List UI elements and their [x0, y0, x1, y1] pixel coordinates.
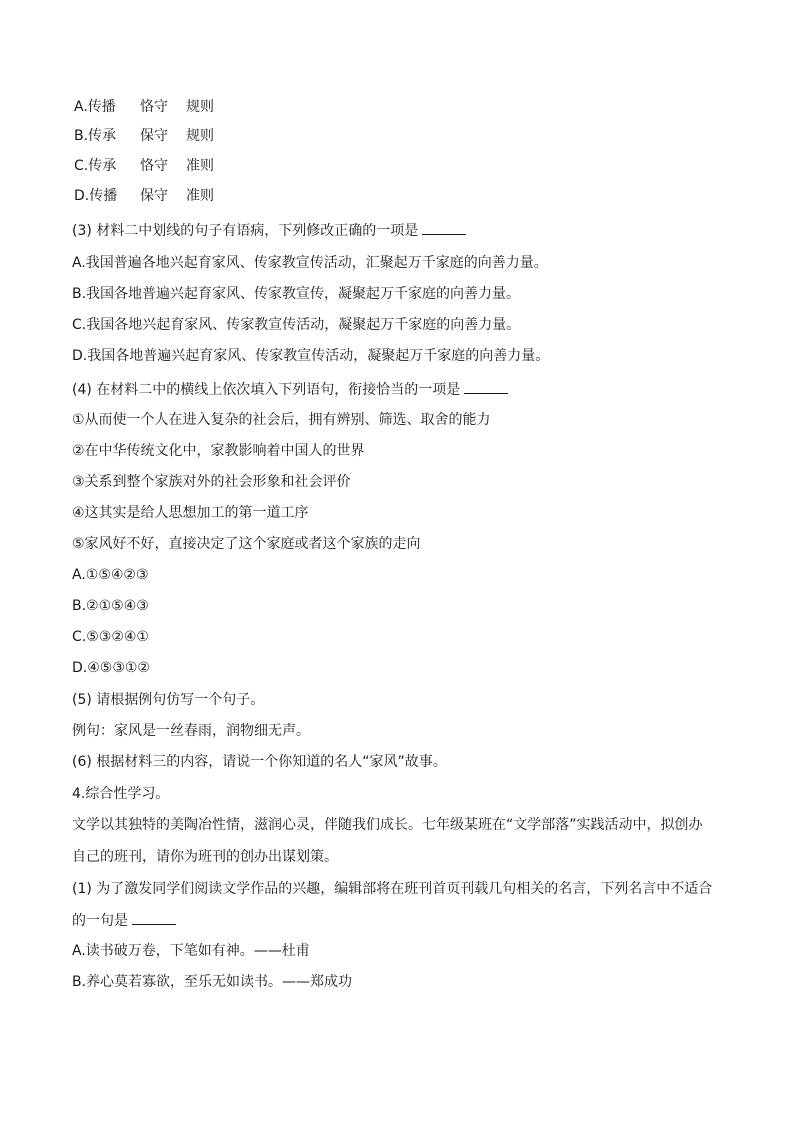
q4-sentence-1: ①从而使一个人在进入复杂的社会后，拥有辨别、筛选、取舍的能力: [72, 412, 491, 428]
q2-option-a-label: A.传播: [74, 99, 116, 115]
q4-sentence-4: ④这其实是给人思想加工的第一道工序: [72, 505, 309, 521]
q2-option-c-label: C.传承: [74, 158, 117, 174]
q4-sentence-5: ⑤家风好不好，直接决定了这个家庭或者这个家族的走向: [72, 536, 421, 552]
section4-intro-line1: 文学以其独特的美陶冶性情，滋润心灵，伴随我们成长。七年级某班在“文学部落”实践活动中，拟创办: [72, 817, 703, 833]
q2-option-d-word2: 保守: [140, 188, 168, 204]
section4-intro-line2: 自己的班刊，请你为班刊的创办出谋划策。: [72, 849, 338, 865]
q4-sentence-3: ③关系到整个家族对外的社会形象和社会评价: [72, 474, 351, 490]
answer-blank: [132, 910, 176, 925]
q5-stem: (5) 请根据例句仿写一个句子。: [72, 692, 265, 708]
q2-option-c-word3: 准则: [186, 158, 214, 174]
section4-q1-line1: (1) 为了激发同学们阅读文学作品的兴趣，编辑部将在班刊首页刊载几句相关的名言，下列名言中不适合: [72, 881, 713, 897]
q2-option-b-label: B.传承: [74, 128, 117, 144]
q3-stem: [72, 220, 734, 241]
q3-option-b: B.我国各地普遍兴起育家风、传家教宣传，凝聚起万千家庭的向善力量。: [72, 286, 521, 302]
q2-option-a-word3: 规则: [186, 99, 214, 115]
q5-example: 例句：家风是一丝春雨，润物细无声。: [72, 723, 310, 739]
q3-stem-text: (3) 材料二中划线的句子有语病，下列修改正确的一项是: [72, 223, 419, 239]
q2-option-c-word2: 恪守: [140, 158, 168, 174]
q4-sentence-2: ②在中华传统文化中，家教影响着中国人的世界: [72, 443, 365, 459]
answer-blank: [422, 220, 466, 235]
answer-blank: [464, 379, 508, 394]
q2-option-d-word3: 准则: [186, 188, 214, 204]
q2-option-d-label: D.传播: [74, 188, 118, 204]
q2-option-b-word3: 规则: [186, 128, 214, 144]
q4-option-c: C.⑤③②④①: [72, 629, 149, 645]
section4-q1-line2-text: 的一句是: [72, 913, 128, 929]
q4-option-d: D.④⑤③①②: [72, 660, 150, 676]
q2-option-a-word2: 恪守: [140, 99, 168, 115]
q6-stem: (6) 根据材料三的内容，请说一个你知道的名人“家风”故事。: [72, 754, 447, 770]
q4-option-b: B.②①⑤④③: [72, 598, 149, 614]
q2-option-b-word2: 保守: [140, 128, 168, 144]
section4-q1-option-a: A.读书破万卷，下笔如有神。——杜甫: [72, 943, 310, 959]
q3-option-a: A.我国普遍各地兴起育家风、传家教宣传活动，汇聚起万千家庭的向善力量。: [72, 255, 548, 271]
q4-option-a: A.①⑤④②③: [72, 567, 149, 583]
q3-option-d: D.我国各地普遍兴起育家风、传家教宣传活动，凝聚起万千家庭的向善力量。: [72, 348, 550, 364]
section4-q1-option-b: B.养心莫若寡欲，至乐无如读书。——郑成功: [72, 974, 353, 990]
section4-title: 4.综合性学习。: [72, 786, 170, 802]
q3-option-c: C.我国各地兴起育家风、传家教宣传活动，凝聚起万千家庭的向善力量。: [72, 317, 521, 333]
q4-stem: [72, 379, 734, 400]
section4-q1-line2: [72, 910, 734, 931]
q4-stem-text: (4) 在材料二中的横线上依次填入下列语句，衔接恰当的一项是: [72, 382, 461, 398]
